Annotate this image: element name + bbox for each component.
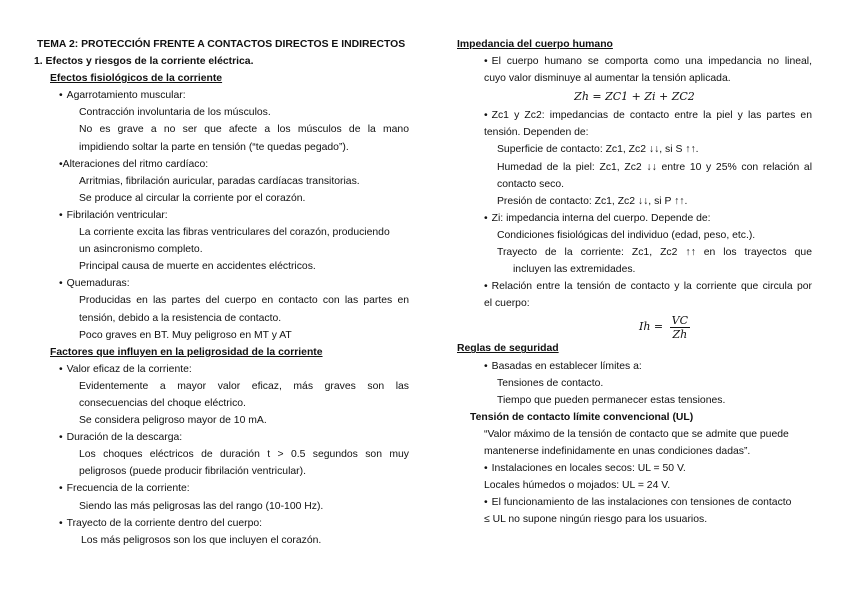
impedance-formula: Zh = ZC1 + Zi + ZC2 [574, 90, 695, 104]
fibrilacion-label: • Fibrilación ventricular: [37, 207, 409, 224]
text-line: “Valor máximo de la tensión de contacto que se admite que puede [484, 428, 789, 440]
text-line: • El cuerpo humano se comporta como una impedancia no lineal, [484, 53, 812, 70]
text-line: Tiempo que pueden permanecer estas tensiones. [497, 394, 726, 406]
right-column [457, 36, 812, 528]
quemaduras-label: • Quemaduras: [37, 275, 409, 292]
text-line: • Zi: impedancia interna del cuerpo. Depende de: [457, 210, 812, 227]
fraction [670, 314, 690, 341]
fraction-denominator: Zh [672, 327, 688, 341]
text-line: Siendo las más peligrosas las del rango (10-100 Hz). [79, 500, 324, 512]
impedance-heading: Impedancia del cuerpo humano [457, 39, 613, 50]
text-line: Trayecto de la corriente: Zc1, Zc2 ↑↑ en los trayectos que [497, 247, 812, 259]
text-line: un asincronismo completo. [79, 244, 203, 256]
frecuencia-label: • Frecuencia de la corriente: [37, 480, 409, 497]
text-line: Presión de contacto: Zc1, Zc2 ↓↓, si P ↑↑. [497, 195, 688, 207]
text-line: Arritmias, fibrilación auricular, paradas cardíacas transitorias. [79, 175, 360, 187]
agarrotamiento-label: • Agarrotamiento muscular: [37, 87, 409, 104]
text-line: No es grave a no ser que afecte a los músculos de la mano [79, 124, 409, 136]
formula-lhs: Ih = [638, 320, 664, 334]
document-title: TEMA 2: PROTECCIÓN FRENTE A CONTACTOS DIRECTOS E INDIRECTOS [37, 39, 406, 50]
text-line: • Instalaciones en locales secos: UL = 50 V. [457, 460, 812, 477]
text-line: Locales húmedos o mojados: UL = 24 V. [484, 480, 671, 492]
text-line: tensión, debido a la resistencia de contacto. [79, 312, 282, 324]
fraction-numerator: VC [671, 313, 689, 327]
text-line: Poco graves en BT. Muy peligroso en MT y AT [79, 329, 292, 341]
text-line: Se considera peligroso mayor de 10 mA. [79, 415, 267, 427]
ritmo-label: •Alteraciones del ritmo cardíaco: [59, 158, 209, 170]
text-line: Los más peligrosos son los que incluyen el corazón. [81, 534, 322, 546]
text-line: • Basadas en establecer límites a: [457, 358, 812, 375]
current-formula [457, 312, 812, 342]
text-line: Se produce al circular la corriente por el corazón. [79, 192, 306, 204]
text-line: Tensiones de contacto. [497, 377, 604, 389]
text-line: • El funcionamiento de las instalaciones con tensiones de contacto [457, 494, 812, 511]
text-line: ≤ UL no supone ningún riesgo para los usuarios. [484, 514, 708, 526]
text-line: Condiciones fisiológicas del individuo (edad, peso, etc.). [497, 229, 756, 241]
factors-heading: Factores que influyen en la peligrosidad de la corriente [50, 346, 323, 358]
text-line: Producidas en las partes del cuerpo en contacto con las partes en [79, 295, 409, 307]
text-line: • Zc1 y Zc2: impedancias de contacto entre la piel y las partes en [484, 107, 812, 124]
text-line: Humedad de la piel: Zc1, Zc2 ↓↓ entre 10 y 25% con relación al [497, 161, 812, 173]
duracion-label: • Duración de la descarga: [37, 429, 409, 446]
text-line: contacto seco. [497, 178, 565, 190]
trayecto-label: • Trayecto de la corriente dentro del cuerpo: [37, 515, 409, 532]
text-line: incluyen las extremidades. [513, 264, 636, 276]
text-line: impidiendo soltar la parte en tensión (“te quedas pegado”). [79, 141, 349, 153]
text-line: Principal causa de muerte en accidentes eléctricos. [79, 261, 316, 273]
text-line: tensión. Dependen de: [484, 127, 589, 139]
left-column [34, 36, 409, 549]
text-line: Los choques eléctricos de duración t > 0.5 segundos son muy [79, 449, 409, 461]
rules-heading: Reglas de seguridad [457, 343, 559, 355]
text-line: Superficie de contacto: Zc1, Zc2 ↓↓, si S ↑↑. [497, 144, 699, 156]
eficaz-label: • Valor eficaz de la corriente: [37, 361, 409, 378]
text-line: el cuerpo: [484, 298, 530, 310]
text-line: • Relación entre la tensión de contacto y la corriente que circula por [484, 278, 812, 295]
text-line: Contracción involuntaria de los músculos. [79, 107, 271, 119]
text-line: cuyo valor disminuye al aumentar la tensión aplicada. [484, 73, 731, 85]
text-line: La corriente excita las fibras ventriculares del corazón, produciendo [79, 227, 390, 239]
ul-heading: Tensión de contacto límite convencional (UL) [470, 411, 694, 423]
text-line: Evidentemente a mayor valor eficaz, más graves son las [79, 380, 409, 392]
section-heading: 1. Efectos y riesgos de la corriente eléctrica. [34, 56, 254, 68]
effects-heading: Efectos fisiológicos de la corriente [50, 73, 223, 85]
text-line: consecuencias del choque eléctrico. [79, 397, 246, 409]
text-line: peligrosos (puede producir fibrilación ventricular). [79, 466, 306, 478]
text-line: mantenerse indefinidamente en unas condiciones dadas”. [484, 445, 751, 457]
